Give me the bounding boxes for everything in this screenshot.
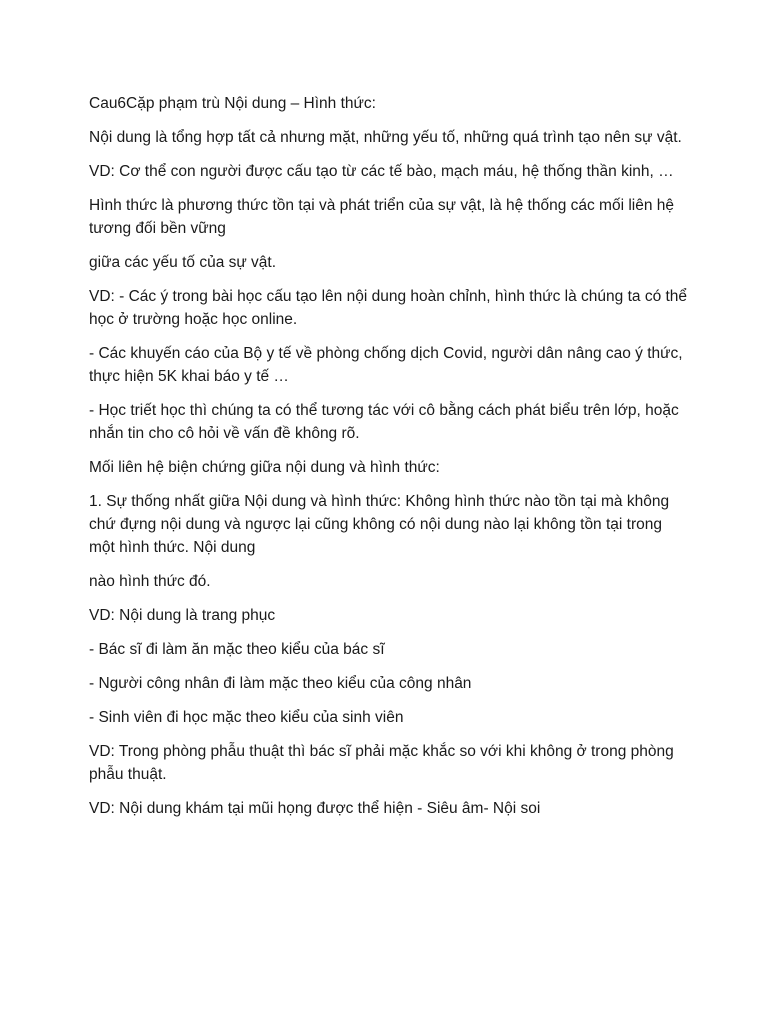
- paragraph-doctor: - Bác sĩ đi làm ăn mặc theo kiểu của bác sĩ: [89, 641, 385, 658]
- paragraph-example-philosophy: - Học triết học thì chúng ta có thể tương tác với cô bằng cách phát biểu trên lớp, hoặc nhắn tin cho cô hỏi về vấn đề không rõ.: [89, 402, 679, 442]
- paragraph-example-body: VD: Cơ thể con người được cấu tạo từ các tế bào, mạch máu, hệ thống thần kinh, …: [89, 163, 674, 180]
- paragraph-example-lesson: VD: - Các ý trong bài học cấu tạo lên nội dung hoàn chỉnh, hình thức là chúng ta có thể học ở trường hoặc học online.: [89, 288, 688, 328]
- paragraph-example-ent: VD: Nội dung khám tại mũi họng được thể hiện - Siêu âm- Nội soi: [89, 800, 541, 817]
- paragraph-worker: - Người công nhân đi làm mặc theo kiểu của công nhân: [89, 675, 472, 692]
- paragraph-example-surgery: VD: Trong phòng phẫu thuật thì bác sĩ phải mặc khắc so với khi không ở trong phòng phẫu thuật.: [89, 743, 674, 783]
- paragraph-student: - Sinh viên đi học mặc theo kiểu của sinh viên: [89, 709, 404, 726]
- paragraph-form-definition: Hình thức là phương thức tồn tại và phát triển của sự vật, là hệ thống các mối liên hệ tương đối bền vững: [89, 197, 675, 237]
- paragraph-dialectic-heading: Mối liên hệ biện chứng giữa nội dung và hình thức:: [89, 459, 440, 476]
- paragraph-unity: 1. Sự thống nhất giữa Nội dung và hình thức: Không hình thức nào tồn tại mà không chứ đựng nội dung và ngược lại cũng không có nội dung nào lại không tồn tại trong một hình thức. Nội dung: [89, 493, 670, 556]
- document-body: [89, 92, 689, 831]
- paragraph-unity-cont: nào hình thức đó.: [89, 573, 211, 590]
- paragraph-heading: Cau6Cặp phạm trù Nội dung – Hình thức:: [89, 95, 376, 112]
- paragraph-example-clothing: VD: Nội dung là trang phục: [89, 607, 276, 624]
- paragraph-content-definition: Nội dung là tổng hợp tất cả nhưng mặt, những yếu tố, những quá trình tạo nên sự vật.: [89, 129, 682, 146]
- paragraph-form-definition-cont: giữa các yếu tố của sự vật.: [89, 254, 277, 271]
- paragraph-example-covid: - Các khuyến cáo của Bộ y tế về phòng chống dịch Covid, người dân nâng cao ý thức, thực hiện 5K khai báo y tế …: [89, 345, 683, 385]
